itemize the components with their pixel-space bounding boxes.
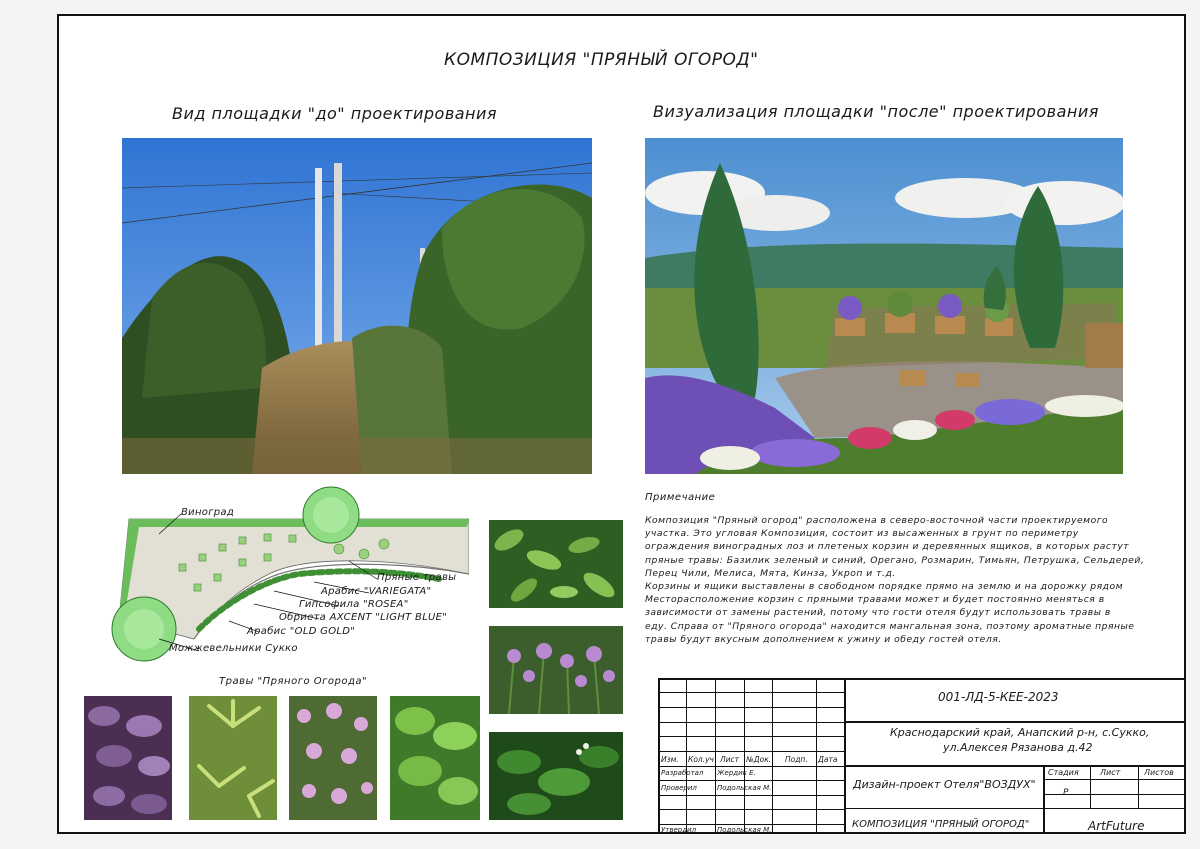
herb-photo-rosemary: [189, 696, 277, 820]
note-text: [645, 514, 1165, 646]
herb-photo-chives: [489, 626, 623, 714]
title-block: [658, 678, 1186, 834]
name-checker: Подольская М.: [717, 784, 772, 792]
stage-value: Р: [1063, 788, 1069, 798]
company-name: ArtFuture: [1088, 819, 1145, 833]
note-line: Перец Чили, Мелиса, Мята, Кинза, Укроп и т.д.: [645, 567, 896, 579]
before-heading: Вид площадки "до" проектирования: [172, 104, 498, 123]
col-header-izm: Изм.: [661, 755, 679, 764]
after-heading: Визуализация площадки "после" проектирования: [653, 102, 1099, 121]
drawing-sheet: [57, 14, 1186, 834]
herb-photo-oregano: [489, 520, 623, 608]
composition-name: КОМПОЗИЦИЯ "ПРЯНЫЙ ОГОРОД": [852, 819, 1030, 830]
herbs-title: Травы "Пряного Огорода": [219, 676, 368, 687]
plan-label-juniper: Можжевельники Сукко: [169, 643, 298, 654]
after-visualization: [645, 138, 1123, 474]
role-developer: Разработал: [661, 769, 704, 777]
herb-photo-basil: [489, 732, 623, 820]
sheet-label: Лист: [1100, 768, 1121, 777]
col-header-kol: Кол.уч: [688, 755, 714, 764]
herb-photo-melissa: [390, 696, 480, 820]
note-line: Композиция "Пряный огород" расположена в северо-восточной части проектируемого: [645, 515, 1109, 526]
project-name: Дизайн-проект Отеля"ВОЗДУХ": [853, 778, 1036, 791]
herb-photo-purple-basil: [84, 696, 172, 820]
col-header-list: Лист: [720, 755, 740, 764]
col-header-sign: Подп.: [785, 755, 808, 764]
note-line: зависимости от замены растений, потому что гости отеля будут использовать травы в: [645, 607, 1111, 619]
herb-photo-thyme: [289, 696, 377, 820]
address-line2: ул.Алексея Рязанова д.42: [943, 741, 1093, 754]
note-line: участка. Это угловая Композиция, состоит из высаженных в грунт по периметру: [645, 528, 1079, 540]
address-line1: Краснодарский край, Анапский р-н, с.Сукко,: [890, 726, 1150, 739]
note-line: ограждения виноградных лоз и плетеных корзин и деревянных ящиков, в которых растут: [645, 541, 1130, 553]
planting-plan: [99, 479, 469, 669]
col-header-date: Дата: [818, 755, 838, 764]
note-line: травы будут вкусным дополнением к ужину и обеду гостей отеля.: [645, 633, 1002, 645]
plan-label-grape: Виноград: [181, 507, 235, 518]
note-line: еду. Справа от "Пряного огорода" находится мангальная зона, поэтому ароматные пряные: [645, 620, 1135, 632]
plan-label-arabis-variegata: Арабис "VARIEGATA": [321, 586, 432, 597]
before-photo: [122, 138, 592, 474]
sheets-label: Листов: [1144, 768, 1174, 777]
col-header-doc: №Док.: [746, 755, 772, 764]
doc-code: 001-ЛД-5-КЕЕ-2023: [938, 690, 1059, 704]
plan-label-arabis-old-gold: Арабис "OLD GOLD": [247, 626, 356, 637]
note-title: Примечание: [645, 492, 716, 503]
stage-label: Стадия: [1048, 768, 1079, 777]
plan-label-aubrieta: Обриета AXCENT "LIGHT BLUE": [279, 612, 448, 623]
role-checker: Проверил: [661, 784, 697, 792]
sheet-title: КОМПОЗИЦИЯ "ПРЯНЫЙ ОГОРОД": [444, 50, 759, 70]
note-line: пряные травы: Базилик зеленый и синий, Орегано, Розмарин, Тимьян, Петрушка, Сельдерей,: [645, 554, 1145, 566]
note-line: Месторасположение корзин с пряными травами может и будет постоянно меняться в: [645, 594, 1105, 606]
role-approver: Утвердил: [661, 826, 697, 834]
name-developer: Жердик Е.: [717, 769, 756, 777]
plan-label-spicy-herbs: Пряные травы: [377, 572, 457, 583]
note-line: Корзины и ящики выставлены в свободном порядке прямо на землю и на дорожку рядом: [645, 581, 1124, 593]
name-approver: Подольская М.: [717, 826, 772, 834]
plan-label-gypsophila: Гипсофила "ROSEA": [299, 599, 409, 610]
